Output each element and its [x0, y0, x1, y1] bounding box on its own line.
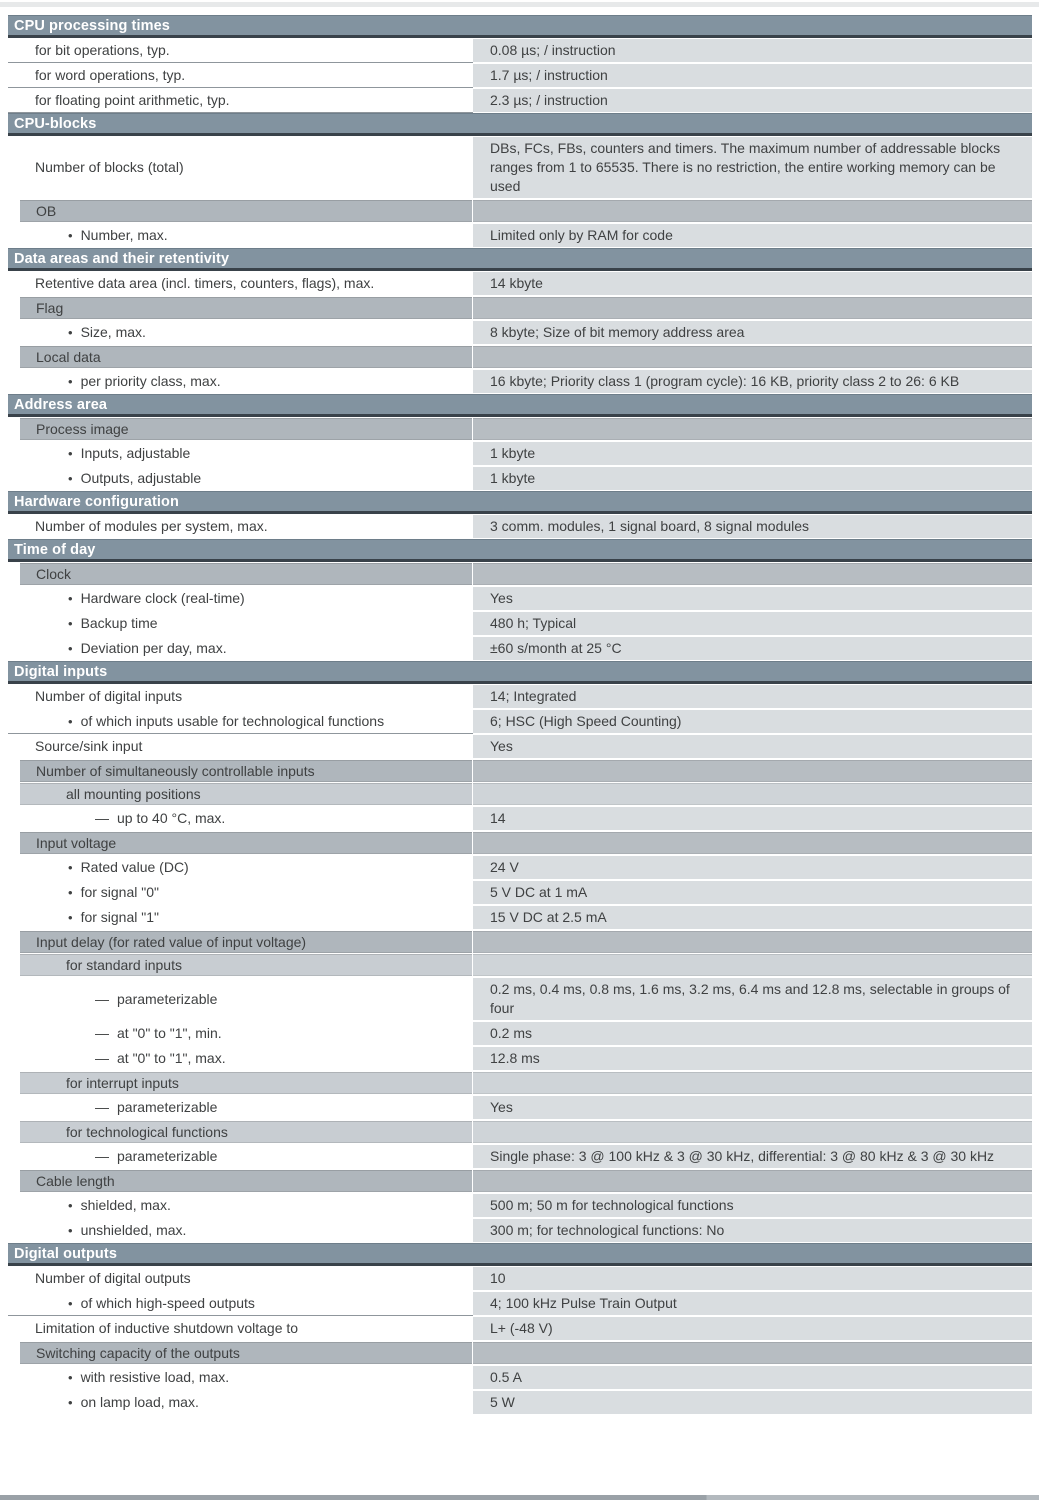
spec-value: 24 V: [490, 859, 519, 875]
spec-label-cell: [8, 466, 473, 491]
bullet-marker-icon: •: [68, 1395, 73, 1410]
subsection-title: [20, 418, 472, 440]
spec-value: 3 comm. modules, 1 signal board, 8 signal modules: [490, 518, 810, 534]
subsection-header: [8, 200, 1032, 222]
spec-row: [8, 586, 1032, 611]
spec-label-cell: [8, 38, 473, 63]
bullet-marker-icon: •: [68, 885, 73, 900]
spec-label-cell: [8, 1390, 473, 1415]
spec-value-cell: [473, 320, 1032, 345]
spec-label: parameterizable: [117, 1148, 218, 1164]
section-title: Digital outputs: [14, 1245, 117, 1262]
spec-label-cell: [8, 977, 473, 1021]
spec-label-cell: [8, 1266, 473, 1291]
spec-value: 1 kbyte: [490, 445, 536, 461]
spec-label-cell: [8, 1218, 473, 1243]
spec-row: [8, 684, 1032, 709]
spec-value-cell: [473, 806, 1032, 831]
spec-label-cell: [8, 1365, 473, 1390]
spec-value: 0.2 ms, 0.4 ms, 0.8 ms, 1.6 ms, 3.2 ms, 6.4 ms and 12.8 ms, selectable in groups of four: [490, 981, 1010, 1016]
bullet-marker-icon: •: [68, 1370, 73, 1385]
spec-label: per priority class, max.: [80, 373, 221, 389]
spec-row: [8, 441, 1032, 466]
spec-value-cell: [473, 880, 1032, 905]
spec-value-cell: [473, 466, 1032, 491]
subsection-title-text: all mounting positions: [66, 786, 201, 802]
section-header: [8, 1243, 1032, 1266]
spec-row: [8, 63, 1032, 88]
spec-label-cell: [8, 586, 473, 611]
spec-value-cell: [473, 586, 1032, 611]
spec-label-cell: [8, 734, 473, 759]
section-header: [8, 661, 1032, 684]
spec-value: 14: [490, 810, 506, 826]
spec-row: [8, 1218, 1032, 1243]
section-title: Hardware configuration: [14, 493, 179, 510]
spec-label: of which high-speed outputs: [80, 1295, 255, 1311]
spec-label-cell: [8, 1046, 473, 1071]
subsection-title: [20, 346, 472, 368]
spec-value: 14; Integrated: [490, 688, 577, 704]
spec-label: parameterizable: [117, 1099, 218, 1115]
subsection-header-right: [473, 1121, 1032, 1143]
subsection-title-text: Flag: [36, 300, 64, 316]
subsection-header-right: [473, 1170, 1032, 1192]
subsection-header: [8, 1170, 1032, 1192]
spec-value: DBs, FCs, FBs, counters and timers. The maximum number of addressable blocks ranges from 1 to 65535. There is no restriction, the entire working memory can be used: [490, 140, 1001, 194]
section-title: Address area: [14, 396, 108, 413]
spec-label-cell: [8, 1193, 473, 1218]
spec-label-cell: [8, 1316, 473, 1341]
spec-value-cell: [473, 611, 1032, 636]
spec-value: Limited only by RAM for code: [490, 227, 673, 243]
subsection-title: [20, 783, 472, 805]
subsection-title-text: for technological functions: [66, 1124, 228, 1140]
bullet-marker-icon: •: [68, 714, 73, 729]
spec-value: Yes: [490, 1099, 513, 1115]
subsection-header: [8, 563, 1032, 585]
spec-label-cell: [8, 684, 473, 709]
subsection-title-text: Input voltage: [36, 835, 117, 851]
spec-value: ±60 s/month at 25 °C: [490, 640, 622, 656]
spec-row: [8, 1266, 1032, 1291]
subsection-title: [20, 760, 472, 782]
spec-label-cell: [8, 88, 473, 113]
subsection-title-text: Process image: [36, 421, 129, 437]
bullet-marker-icon: •: [68, 325, 73, 340]
spec-value: 16 kbyte; Priority class 1 (program cycle): 16 KB, priority class 2 to 26: 6 KB: [490, 373, 960, 389]
bullet-marker-icon: •: [68, 1223, 73, 1238]
spec-row: [8, 1390, 1032, 1415]
spec-value: 480 h; Typical: [490, 615, 577, 631]
subsection-title: [20, 200, 472, 222]
spec-value: 300 m; for technological functions: No: [490, 1222, 725, 1238]
spec-label-cell: [8, 1095, 473, 1120]
spec-value: 5 V DC at 1 mA: [490, 884, 588, 900]
spec-label: Size, max.: [80, 324, 146, 340]
subsection-header: [8, 783, 1032, 805]
spec-value-cell: [473, 709, 1032, 734]
subsection-header-right: [473, 931, 1032, 953]
spec-value: 4; 100 kHz Pulse Train Output: [490, 1295, 677, 1311]
subsection-header: [8, 418, 1032, 440]
spec-value-cell: [473, 38, 1032, 63]
subsection-header-right: [473, 760, 1032, 782]
subsection-header: [8, 346, 1032, 368]
subsection-header: [8, 931, 1032, 953]
spec-value-cell: [473, 1266, 1032, 1291]
spec-value: 5 W: [490, 1394, 515, 1410]
spec-label: Rated value (DC): [80, 859, 189, 875]
spec-value-cell: [473, 369, 1032, 394]
section-title: Time of day: [14, 541, 96, 558]
spec-table: [8, 15, 1032, 1415]
bullet-marker-icon: •: [68, 471, 73, 486]
subsection-title-text: Switching capacity of the outputs: [36, 1345, 240, 1361]
spec-label: for word operations, typ.: [35, 67, 186, 83]
subsection-title-text: OB: [36, 203, 57, 219]
bullet-marker-icon: •: [68, 860, 73, 875]
subsection-header: [8, 954, 1032, 976]
spec-value: 2.3 µs; / instruction: [490, 92, 608, 108]
section-title: CPU-blocks: [14, 115, 97, 132]
section-title: CPU processing times: [14, 17, 170, 34]
spec-row: [8, 136, 1032, 199]
subsection-header-right: [473, 297, 1032, 319]
subsection-title-text: Local data: [36, 349, 101, 365]
spec-value: 1 kbyte: [490, 470, 536, 486]
section-header: [8, 394, 1032, 417]
spec-label-cell: [8, 320, 473, 345]
spec-value-cell: [473, 88, 1032, 113]
bottom-edge-strip: [0, 1495, 1039, 1500]
section-header: [8, 539, 1032, 562]
spec-label: for bit operations, typ.: [35, 42, 170, 58]
subsection-title: [20, 1072, 472, 1094]
spec-value-cell: [473, 1193, 1032, 1218]
spec-value: 6; HSC (High Speed Counting): [490, 713, 682, 729]
spec-value-cell: [473, 1390, 1032, 1415]
spec-value-cell: [473, 1144, 1032, 1169]
spec-row: [8, 320, 1032, 345]
spec-label: Backup time: [80, 615, 158, 631]
spec-label: at "0" to "1", max.: [117, 1050, 226, 1066]
subsection-title-text: Number of simultaneously controllable inputs: [36, 763, 315, 779]
subsection-header-right: [473, 832, 1032, 854]
bullet-marker-icon: •: [68, 1296, 73, 1311]
spec-value: 500 m; 50 m for technological functions: [490, 1197, 734, 1213]
subsection-header-right: [473, 346, 1032, 368]
subsection-title-text: for interrupt inputs: [66, 1075, 179, 1091]
spec-value-cell: [473, 1291, 1032, 1316]
spec-value-cell: [473, 1046, 1032, 1071]
subsection-header-right: [473, 563, 1032, 585]
subsection-header-right: [473, 954, 1032, 976]
section-header: [8, 113, 1032, 136]
spec-row: [8, 271, 1032, 296]
spec-label: with resistive load, max.: [80, 1369, 230, 1385]
spec-value-cell: [473, 136, 1032, 199]
spec-value: 12.8 ms: [490, 1050, 540, 1066]
spec-label: for signal "0": [80, 884, 159, 900]
spec-label: parameterizable: [117, 990, 218, 1007]
spec-value-cell: [473, 977, 1032, 1021]
spec-value: 8 kbyte; Size of bit memory address area: [490, 324, 745, 340]
spec-label: for floating point arithmetic, typ.: [35, 92, 230, 108]
subsection-header: [8, 832, 1032, 854]
spec-value: 0.08 µs; / instruction: [490, 42, 616, 58]
spec-value: Yes: [490, 590, 513, 606]
spec-label-cell: [8, 611, 473, 636]
subsection-title-text: for standard inputs: [66, 957, 182, 973]
subsection-header-right: [473, 1072, 1032, 1094]
spec-row: [8, 1291, 1032, 1316]
bullet-marker-icon: •: [68, 591, 73, 606]
spec-label: Number, max.: [80, 227, 168, 243]
spec-value-cell: [473, 271, 1032, 296]
spec-row: [8, 1144, 1032, 1169]
subsection-header-right: [473, 1342, 1032, 1364]
dash-marker-icon: —: [95, 1025, 109, 1041]
subsection-title: [20, 1170, 472, 1192]
spec-label-cell: [8, 1021, 473, 1046]
spec-value-cell: [473, 684, 1032, 709]
dash-marker-icon: —: [95, 810, 109, 826]
spec-value-cell: [473, 855, 1032, 880]
spec-value-cell: [473, 1365, 1032, 1390]
spec-label: Number of digital inputs: [35, 688, 183, 704]
spec-value: 0.5 A: [490, 1369, 522, 1385]
spec-label-cell: [8, 136, 473, 199]
dash-marker-icon: —: [95, 1050, 109, 1066]
spec-label: Number of modules per system, max.: [35, 518, 268, 534]
spec-value-cell: [473, 1095, 1032, 1120]
bullet-marker-icon: •: [68, 446, 73, 461]
spec-label: Number of blocks (total): [35, 159, 184, 175]
spec-row: [8, 855, 1032, 880]
subsection-title: [20, 832, 472, 854]
subsection-header-right: [473, 783, 1032, 805]
spec-value: L+ (-48 V): [490, 1320, 553, 1336]
subsection-header: [8, 1342, 1032, 1364]
subsection-title: [20, 954, 472, 976]
spec-label-cell: [8, 441, 473, 466]
spec-row: [8, 977, 1032, 1021]
spec-row: [8, 1365, 1032, 1390]
spec-label-cell: [8, 905, 473, 930]
spec-label-cell: [8, 855, 473, 880]
subsection-title: [20, 1342, 472, 1364]
spec-row: [8, 514, 1032, 539]
bullet-marker-icon: •: [68, 1198, 73, 1213]
spec-value: 0.2 ms: [490, 1025, 533, 1041]
spec-label: up to 40 °C, max.: [117, 810, 226, 826]
bullet-marker-icon: •: [68, 374, 73, 389]
spec-value: Single phase: 3 @ 100 kHz & 3 @ 30 kHz, differential: 3 @ 80 kHz & 3 @ 30 kHz: [490, 1148, 995, 1164]
bullet-marker-icon: •: [68, 616, 73, 631]
spec-value: 1.7 µs; / instruction: [490, 67, 608, 83]
spec-label: on lamp load, max.: [80, 1394, 199, 1410]
subsection-title: [20, 1121, 472, 1143]
spec-row: [8, 734, 1032, 759]
section-title: Data areas and their retentivity: [14, 250, 230, 267]
top-edge-strip: [0, 2, 1039, 7]
subsection-header-right: [473, 418, 1032, 440]
spec-label: Outputs, adjustable: [80, 470, 202, 486]
spec-label-cell: [8, 223, 473, 248]
spec-row: [8, 806, 1032, 831]
section-header: [8, 491, 1032, 514]
spec-row: [8, 1095, 1032, 1120]
spec-label: at "0" to "1", min.: [117, 1025, 222, 1041]
spec-value: Yes: [490, 738, 513, 754]
spec-row: [8, 1046, 1032, 1071]
spec-value: 15 V DC at 2.5 mA: [490, 909, 607, 925]
bullet-marker-icon: •: [68, 228, 73, 243]
spec-label-cell: [8, 271, 473, 296]
spec-value-cell: [473, 1316, 1032, 1341]
spec-label: Hardware clock (real-time): [80, 590, 245, 606]
subsection-header: [8, 1121, 1032, 1143]
bullet-marker-icon: •: [68, 910, 73, 925]
spec-row: [8, 905, 1032, 930]
spec-value-cell: [473, 514, 1032, 539]
spec-label: shielded, max.: [80, 1197, 171, 1213]
spec-value: 14 kbyte: [490, 275, 543, 291]
subsection-title: [20, 297, 472, 319]
spec-label-cell: [8, 806, 473, 831]
spec-label-cell: [8, 636, 473, 661]
subsection-title-text: Input delay (for rated value of input voltage): [36, 934, 307, 950]
spec-label: of which inputs usable for technological functions: [80, 713, 385, 729]
spec-value-cell: [473, 441, 1032, 466]
spec-label-cell: [8, 1291, 473, 1316]
spec-value-cell: [473, 636, 1032, 661]
spec-row: [8, 88, 1032, 113]
spec-row: [8, 611, 1032, 636]
dash-marker-icon: —: [95, 1148, 109, 1164]
spec-value-cell: [473, 1218, 1032, 1243]
spec-label: Retentive data area (incl. timers, counters, flags), max.: [35, 275, 375, 291]
spec-value-cell: [473, 223, 1032, 248]
spec-label: unshielded, max.: [80, 1222, 187, 1238]
spec-row: [8, 466, 1032, 491]
section-header: [8, 15, 1032, 38]
subsection-title: [20, 931, 472, 953]
section-header: [8, 248, 1032, 271]
spec-label: Deviation per day, max.: [80, 640, 227, 656]
spec-label-cell: [8, 880, 473, 905]
spec-label: Limitation of inductive shutdown voltage to: [35, 1320, 299, 1336]
subsection-header: [8, 297, 1032, 319]
spec-row: [8, 1316, 1032, 1341]
spec-label-cell: [8, 63, 473, 88]
dash-marker-icon: —: [95, 990, 109, 1007]
spec-value-cell: [473, 734, 1032, 759]
spec-value-cell: [473, 63, 1032, 88]
spec-row: [8, 636, 1032, 661]
spec-row: [8, 1021, 1032, 1046]
spec-label: Source/sink input: [35, 738, 143, 754]
spec-row: [8, 223, 1032, 248]
spec-row: [8, 38, 1032, 63]
spec-value: 10: [490, 1270, 506, 1286]
spec-label: Inputs, adjustable: [80, 445, 191, 461]
spec-value-cell: [473, 1021, 1032, 1046]
spec-row: [8, 880, 1032, 905]
spec-label-cell: [8, 1144, 473, 1169]
subsection-header: [8, 1072, 1032, 1094]
subsection-title: [20, 563, 472, 585]
subsection-header-right: [473, 200, 1032, 222]
subsection-title-text: Cable length: [36, 1173, 115, 1189]
spec-row: [8, 1193, 1032, 1218]
spec-label-cell: [8, 514, 473, 539]
spec-label-cell: [8, 369, 473, 394]
spec-value-cell: [473, 905, 1032, 930]
dash-marker-icon: —: [95, 1099, 109, 1115]
spec-label-cell: [8, 709, 473, 734]
subsection-title-text: Clock: [36, 566, 72, 582]
spec-label: Number of digital outputs: [35, 1270, 191, 1286]
subsection-header: [8, 760, 1032, 782]
spec-row: [8, 369, 1032, 394]
spec-label: for signal "1": [80, 909, 159, 925]
bullet-marker-icon: •: [68, 641, 73, 656]
spec-row: [8, 709, 1032, 734]
section-title: Digital inputs: [14, 663, 108, 680]
